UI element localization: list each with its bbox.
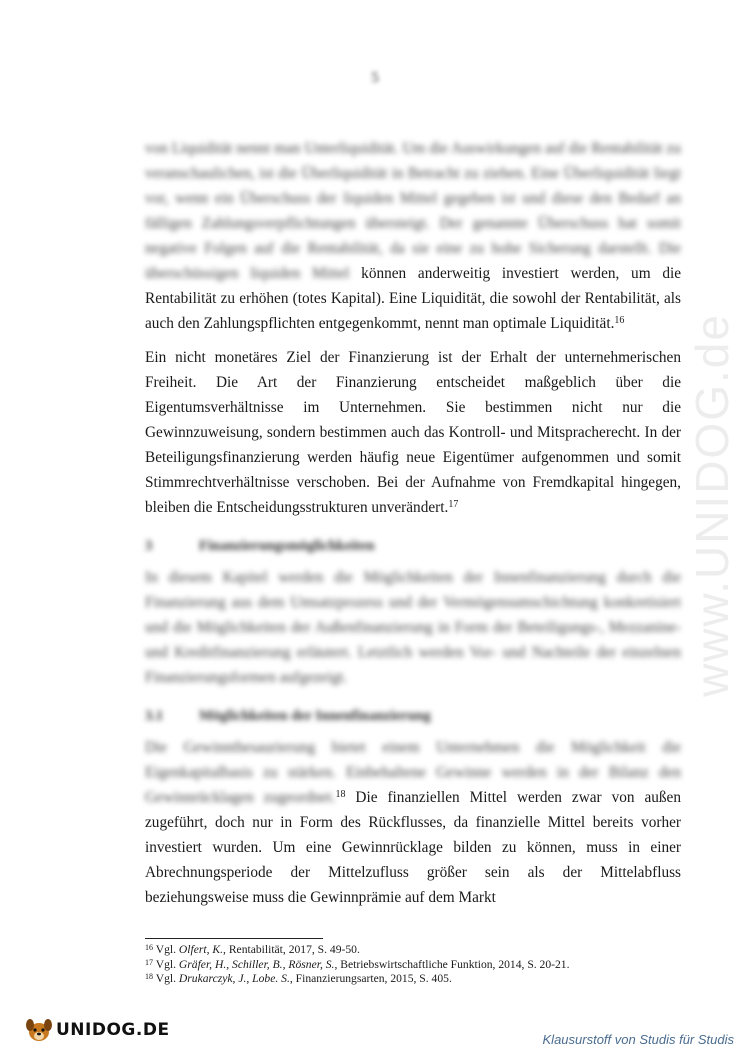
footnote-ref: 17	[448, 499, 459, 510]
document-body	[145, 136, 681, 910]
blurred-text: von Liquidität nennt man Unterliquidität. Um die Auswirkungen auf die Rentabilität zu veranschaulichen, ist die Überliquidität in Betracht zu ziehen. Eine Überliquidität liegt vor, wenn ein Überschuss der liquiden Mittel gegeben ist und diese den Bedarf an fälligen Zahlungsverpflichtungen übersteigt. Der genannte Überschuss hat somit negative Folgen auf die Rentabilität, da sie eine zu hohe Sicherung darstellt. Die überschüssigen liquiden Mittel	[145, 140, 681, 282]
slogan: Klausurstoff von Studis für Studis	[542, 1032, 734, 1047]
footnote-ref: 16	[614, 315, 625, 326]
blurred-text: Die Gewinnthesaurierung bietet einem Unternehmen die Möglichkeit die Eigenkapitalbasis zu stärken. Einbehaltene Gewinne werden in der Bilanz den Gewinnrücklagen zugeordnet.	[145, 739, 681, 806]
logo-text: UNIDOG.DE	[56, 1020, 170, 1040]
footnote-separator	[145, 938, 323, 939]
page-number: 5	[371, 70, 379, 86]
paragraph-liquidity	[145, 136, 681, 336]
footnote: $^{18}$ Vgl. Drukarczyk, J., Lobe. S., Finanzierungsarten, 2015, S. 405.	[145, 972, 452, 985]
paragraph-text: Ein nicht monetäres Ziel der Finanzierung ist der Erhalt der unternehmerischen Freiheit. Die Art der Finanzierung entscheidet maßgeblich über die Eigentumsverhältnisse im Unternehmen. Sie bestimmen nicht nur die Gewinnzuweisung, sondern bestimmen auch das Kontroll- und Mitspracherecht. In der Beteiligungsfinanzierung werden häufig neue Eigentümer aufgenommen und somit Stimmrechtverhältnisse verschoben. Bei der Aufnahme von Fremdkapital hingegen, bleiben die Entscheidungsstrukturen unverändert.	[145, 349, 681, 516]
section-title: Finanzierungsmöglichkeiten	[199, 538, 375, 554]
footnote: $^{17}$ Vgl. Gräfer, H., Schiller, B., Rösner, S., Betriebswirtschaftliche Funktion, 2014, S. 20-21.	[145, 957, 570, 971]
paragraph-freedom	[145, 345, 681, 520]
blurred-text: In diesem Kapitel werden die Möglichkeiten der Innenfinanzierung durch die Finanzierung aus dem Umsatzprozess und der Vermögensumschichtung konkretisiert und die Möglichkeiten der Außenfinanzierung in Form der Beteiligungs-, Mezzanine- und Kreditfinanzierung erläutert. Letztlich werden Vor- und Nachteile der einzelnen Finanzierungsformen aufgezeigt.	[145, 569, 681, 686]
footnotes	[145, 943, 681, 987]
paragraph-chapter-intro	[145, 565, 681, 690]
footnote-ref: 18	[335, 789, 346, 800]
paragraph-text: Die finanziellen Mittel werden zwar von außen zugeführt, doch nur in Form des Rückflusses, da finanzielle Mittel bereits vorher investiert wurden. Um eine Gewinnrücklage bilden zu können, muss in einer Abrechnungsperiode der Mittelzufluss größer sein als der Mittelabfluss beziehungsweise muss die Gewinnprämie auf dem Markt	[145, 789, 681, 906]
paragraph-text: können anderweitig investiert werden, um die Rentabilität zu erhöhen (totes Kapital). Eine Liquidität, die sowohl der Rentabilität, als auch den Zahlungspflichten entgegenkommt, nennt man optimale Liquidität.	[145, 265, 682, 332]
subsection-heading	[145, 704, 681, 729]
section-title: Möglichkeiten der Innenfinanzierung	[199, 708, 431, 724]
footnote: $^{16}$ Vgl. Olfert, K., Rentabilität, 2017, S. 49-50.	[145, 943, 360, 956]
dog-icon	[24, 1015, 54, 1045]
section-number: 3	[145, 538, 153, 554]
section-number: 3.1	[145, 708, 164, 724]
watermark: www.UNIDOG.de	[686, 313, 738, 697]
paragraph-internal-financing	[145, 735, 681, 910]
unidog-logo[interactable]	[24, 1015, 170, 1045]
section-heading	[145, 534, 681, 559]
